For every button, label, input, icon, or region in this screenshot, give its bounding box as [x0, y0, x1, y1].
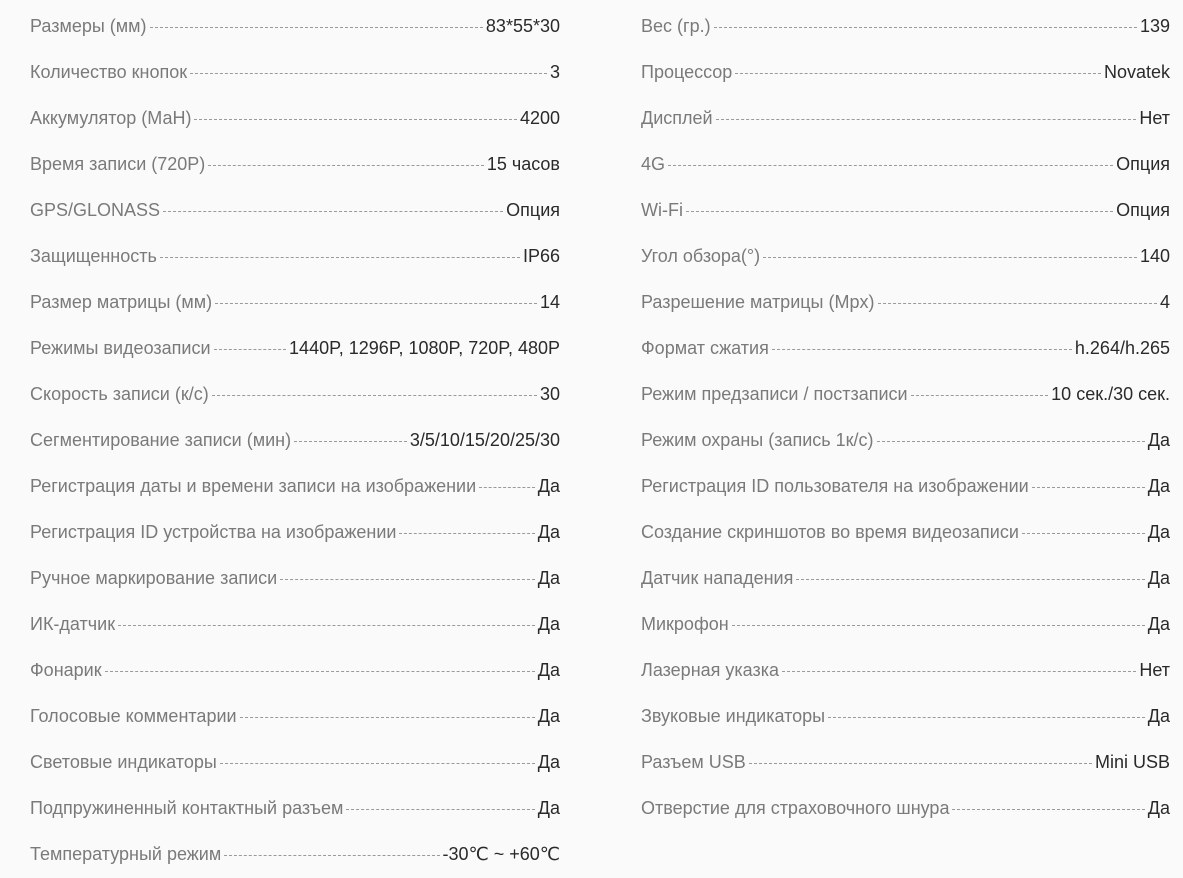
spec-value: 83*55*30: [485, 16, 560, 36]
spec-label: Регистрация ID устройства на изображении: [30, 522, 397, 542]
spec-row: [30, 556, 560, 602]
dotted-leader: [716, 119, 1137, 120]
dotted-leader: [952, 809, 1144, 810]
spec-label: Размеры (мм): [30, 16, 147, 36]
spec-row: [641, 556, 1170, 602]
spec-value: Novatek: [1103, 62, 1170, 82]
spec-label: Дисплей: [641, 108, 713, 128]
spec-row: [30, 464, 560, 510]
spec-value: Опция: [1116, 200, 1170, 220]
spec-row: [641, 510, 1170, 556]
spec-row: [30, 326, 560, 372]
spec-label: Размер матрицы (мм): [30, 292, 213, 312]
spec-value: 3/5/10/15/20/25/30: [409, 430, 560, 450]
spec-value: Да: [537, 752, 560, 772]
spec-label: GPS/GLONASS: [30, 200, 161, 220]
dotted-leader: [749, 763, 1092, 764]
spec-value: 14: [539, 292, 560, 312]
spec-label: Сегментирование записи (мин): [30, 430, 292, 450]
dotted-leader: [763, 257, 1137, 258]
spec-label: ИК-датчик: [30, 614, 116, 634]
dotted-leader: [150, 27, 483, 28]
dotted-leader: [796, 579, 1144, 580]
spec-label: Отверстие для страховочного шнура: [641, 798, 950, 818]
dotted-leader: [280, 579, 535, 580]
spec-value: Да: [537, 706, 560, 726]
dotted-leader: [160, 257, 520, 258]
spec-row: [30, 142, 560, 188]
spec-label: Защищенность: [30, 246, 157, 266]
specs-column-right: [641, 4, 1170, 832]
dotted-leader: [782, 671, 1136, 672]
dotted-leader: [163, 211, 503, 212]
spec-row: [641, 372, 1170, 418]
spec-value: h.264/h.265: [1074, 338, 1170, 358]
spec-label: Создание скриншотов во время видеозаписи: [641, 522, 1019, 542]
spec-value: 3: [549, 62, 560, 82]
spec-label: Угол обзора(°): [641, 246, 761, 266]
spec-label: Режимы видеозаписи: [30, 338, 211, 358]
spec-value: Да: [537, 660, 560, 680]
spec-value: Mini USB: [1094, 752, 1170, 772]
spec-row: [30, 786, 560, 832]
spec-row: [30, 418, 560, 464]
spec-label: Световые индикаторы: [30, 752, 217, 772]
specs-column-left: [30, 4, 560, 878]
spec-value: 4: [1159, 292, 1170, 312]
spec-row: [30, 740, 560, 786]
dotted-leader: [735, 73, 1101, 74]
dotted-leader: [479, 487, 535, 488]
spec-row: [30, 372, 560, 418]
spec-value: Да: [1147, 706, 1170, 726]
spec-row: [30, 234, 560, 280]
dotted-leader: [240, 717, 535, 718]
spec-row: [641, 280, 1170, 326]
spec-value: Да: [537, 522, 560, 542]
dotted-leader: [878, 303, 1157, 304]
spec-row: [30, 4, 560, 50]
spec-row: [641, 50, 1170, 96]
spec-label: Процессор: [641, 62, 733, 82]
dotted-leader: [190, 73, 547, 74]
dotted-leader: [714, 27, 1137, 28]
spec-value: Да: [1147, 430, 1170, 450]
spec-value: Да: [1147, 522, 1170, 542]
dotted-leader: [732, 625, 1145, 626]
spec-row: [641, 418, 1170, 464]
dotted-leader: [294, 441, 407, 442]
spec-value: Да: [1147, 798, 1170, 818]
spec-label: Количество кнопок: [30, 62, 188, 82]
spec-row: [30, 694, 560, 740]
spec-value: 4200: [519, 108, 560, 128]
spec-value: 140: [1139, 246, 1170, 266]
spec-value: 1440P, 1296P, 1080P, 720P, 480P: [289, 338, 560, 358]
spec-value: Да: [537, 568, 560, 588]
dotted-leader: [212, 395, 537, 396]
spec-label: Подпружиненный контактный разъем: [30, 798, 344, 818]
dotted-leader: [208, 165, 484, 166]
dotted-leader: [399, 533, 534, 534]
dotted-leader: [911, 395, 1049, 396]
spec-row: [30, 648, 560, 694]
spec-row: [641, 648, 1170, 694]
spec-label: Лазерная указка: [641, 660, 780, 680]
spec-row: [30, 50, 560, 96]
spec-label: Формат сжатия: [641, 338, 769, 358]
dotted-leader: [214, 349, 287, 350]
dotted-leader: [215, 303, 537, 304]
spec-label: Фонарик: [30, 660, 102, 680]
dotted-leader: [1032, 487, 1145, 488]
spec-value: 15 часов: [486, 154, 560, 174]
spec-row: [641, 326, 1170, 372]
spec-label: Регистрация даты и времени записи на изображении: [30, 476, 477, 496]
spec-value: 10 сек./30 сек.: [1051, 384, 1170, 404]
spec-label: Разрешение матрицы (Mpx): [641, 292, 875, 312]
spec-value: Да: [1147, 568, 1170, 588]
dotted-leader: [194, 119, 517, 120]
spec-value: Нет: [1139, 660, 1170, 680]
spec-row: [641, 602, 1170, 648]
spec-row: [30, 280, 560, 326]
spec-row: [641, 96, 1170, 142]
spec-row: [641, 694, 1170, 740]
spec-row: [641, 740, 1170, 786]
dotted-leader: [105, 671, 535, 672]
spec-value: 30: [539, 384, 560, 404]
spec-row: [641, 142, 1170, 188]
dotted-leader: [772, 349, 1072, 350]
spec-value: Да: [537, 476, 560, 496]
spec-label: Режим предзаписи / постзаписи: [641, 384, 908, 404]
dotted-leader: [828, 717, 1145, 718]
spec-value: Да: [537, 614, 560, 634]
spec-label: Звуковые индикаторы: [641, 706, 826, 726]
spec-value: Да: [1147, 476, 1170, 496]
spec-label: 4G: [641, 154, 666, 174]
spec-label: Микрофон: [641, 614, 729, 634]
spec-row: [641, 188, 1170, 234]
dotted-leader: [346, 809, 534, 810]
spec-label: Регистрация ID пользователя на изображении: [641, 476, 1029, 496]
spec-label: Голосовые комментарии: [30, 706, 237, 726]
spec-label: Вес (гр.): [641, 16, 711, 36]
spec-row: [641, 234, 1170, 280]
dotted-leader: [1022, 533, 1145, 534]
dotted-leader: [877, 441, 1145, 442]
spec-row: [30, 602, 560, 648]
dotted-leader: [686, 211, 1113, 212]
spec-value: 139: [1139, 16, 1170, 36]
spec-label: Разъем USB: [641, 752, 746, 772]
spec-value: Опция: [506, 200, 560, 220]
spec-row: [30, 188, 560, 234]
spec-value: Опция: [1116, 154, 1170, 174]
spec-value: Нет: [1139, 108, 1170, 128]
spec-row: [641, 4, 1170, 50]
spec-row: [641, 464, 1170, 510]
spec-label: Скорость записи (к/с): [30, 384, 209, 404]
spec-value: Да: [537, 798, 560, 818]
spec-value: -30℃ ~ +60℃: [442, 844, 560, 864]
spec-label: Ручное маркирование записи: [30, 568, 278, 588]
dotted-leader: [224, 855, 439, 856]
spec-label: Режим охраны (запись 1к/с): [641, 430, 874, 450]
spec-row: [641, 786, 1170, 832]
dotted-leader: [220, 763, 535, 764]
spec-value: IP66: [522, 246, 560, 266]
dotted-leader: [118, 625, 535, 626]
spec-row: [30, 510, 560, 556]
spec-label: Wi-Fi: [641, 200, 683, 220]
spec-label: Аккумулятор (МаН): [30, 108, 192, 128]
spec-label: Датчик нападения: [641, 568, 794, 588]
spec-value: Да: [1147, 614, 1170, 634]
spec-row: [30, 96, 560, 142]
spec-row: [30, 832, 560, 878]
spec-label: Время записи (720Р): [30, 154, 206, 174]
spec-label: Температурный режим: [30, 844, 222, 864]
dotted-leader: [668, 165, 1113, 166]
